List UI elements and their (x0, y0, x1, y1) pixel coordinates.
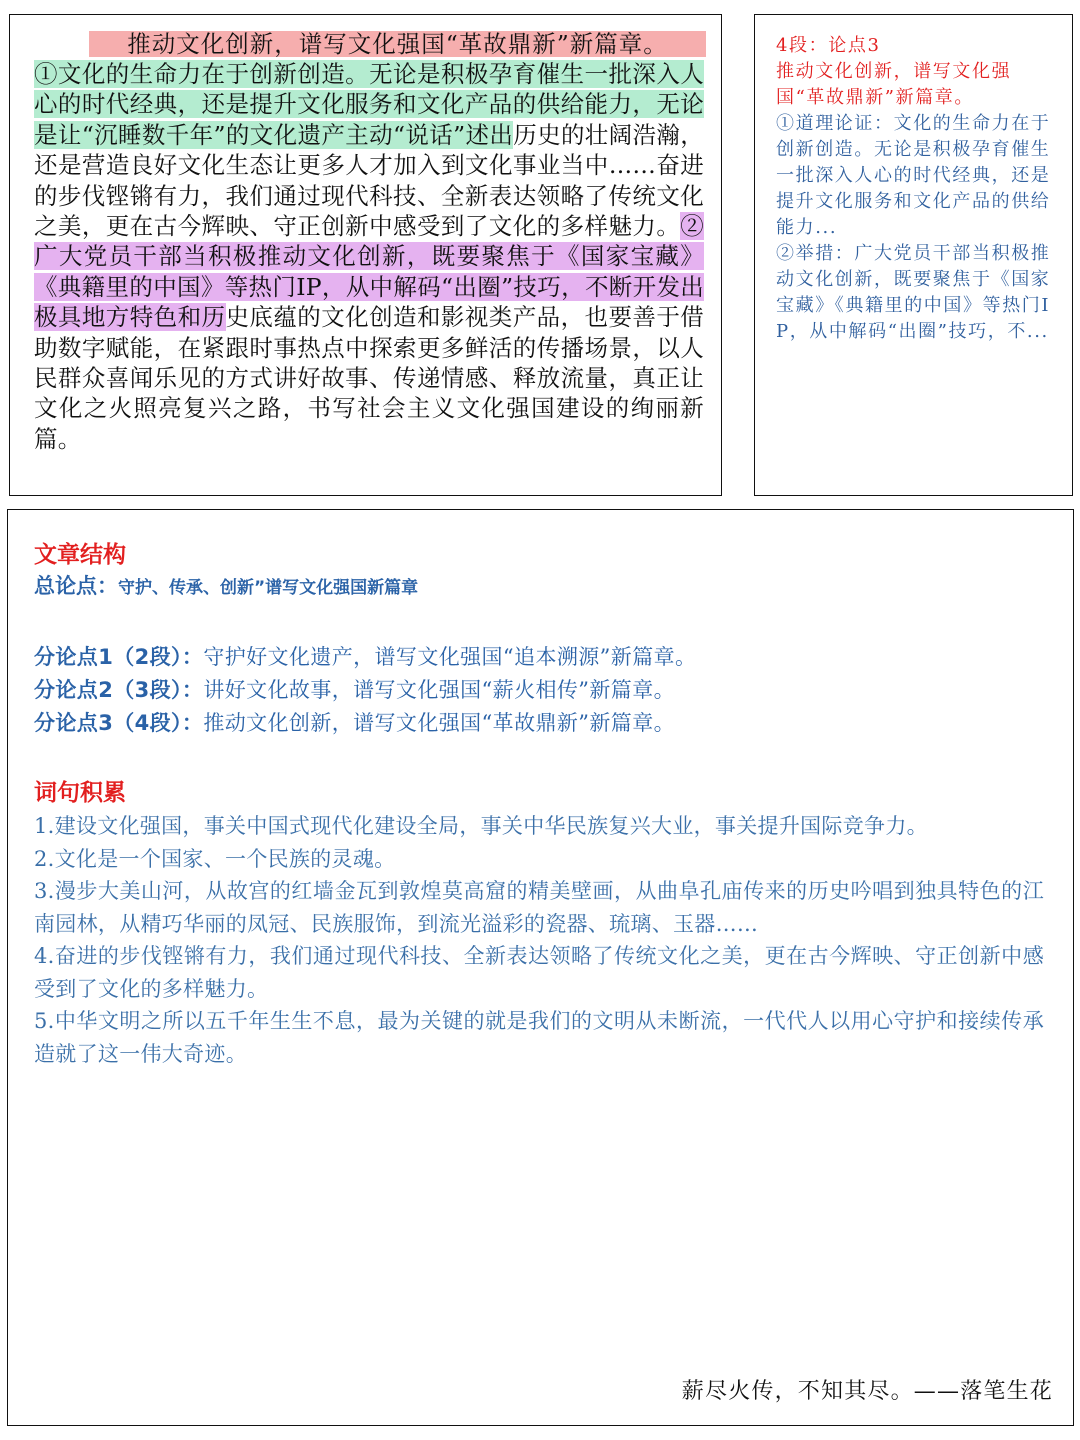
highlight-reasoning: ①文化的生命力在于创新创造。无论是积极孕育催生一批深入人心的时代经典，还是提升文化服务和文化产品的供给能力，无论是让“沉睡数千年”的文化遗产主动“说话”述出 (34, 60, 704, 149)
passage-text-plain: 历史的壮阔浩瀚，还是营造良好文化生态让更多人才加入到文化事业当中……奋进的步伐铿锵有力，我们通过现代科技、全新表达领略了传统文化之美，更在古今辉映、守正创新中感受到了文化的多样魅力。 (34, 120, 704, 241)
notes-measure: ②举措：广大党员干部当积极推动文化创新，既要聚焦于《国家宝藏》《典籍里的中国》等热门IP，从中解码“出圈”技巧，不... (776, 243, 1051, 342)
sub-point (34, 641, 1044, 674)
main-point-label: 总论点： (34, 574, 118, 598)
notes-reasoning: ①道理论证：文化的生命力在于创新创造。无论是积极孕育催生一批深入人心的时代经典，还是提升文化服务和文化产品的供给能力... (776, 113, 1051, 238)
passage-body (34, 59, 704, 454)
sub-point-text: 推动文化创新，谱写文化强国“革故鼎新”新篇章。 (203, 711, 675, 735)
notes-panel (754, 14, 1073, 496)
accumulation-item: 2.文化是一个国家、一个民族的灵魂。 (34, 846, 396, 871)
notes-claim: 推动文化创新，谱写文化强国“革故鼎新”新篇章。 (776, 61, 1012, 108)
accumulation-item: 5.中华文明之所以五千年生生不息，最为关键的就是我们的文明从未断流，一代代人以用心守护和接续传承造就了这一伟大奇迹。 (34, 1009, 1044, 1066)
sub-point-label: 分论点3（4段）： (34, 711, 204, 735)
structure-title: 文章结构 (34, 542, 126, 568)
notes-heading: 4段：论点3 (776, 35, 881, 56)
summary-panel (7, 509, 1074, 1426)
footer-quote: 薪尽火传，不知其尽。——落笔生花 (681, 1379, 1053, 1404)
summary-content (34, 538, 1044, 1070)
accumulation-item: 4.奋进的步伐铿锵有力，我们通过现代科技、全新表达领略了传统文化之美，更在古今辉映、守正创新中感受到了文化的多样魅力。 (34, 944, 1044, 1001)
accumulation-item: 3.漫步大美山河，从故宫的红墙金瓦到敦煌莫高窟的精美壁画，从曲阜孔庙传来的历史吟唱到独具特色的江南园林，从精巧华丽的凤冠、民族服饰，到流光溢彩的瓷器、琉璃、玉器…… (34, 879, 1044, 936)
accumulation-title: 词句积累 (34, 780, 126, 806)
accumulation-section (34, 776, 1044, 1070)
passage-panel (9, 14, 722, 496)
sub-point (34, 707, 1044, 740)
notes-content (776, 33, 1058, 345)
sub-point (34, 674, 1044, 707)
passage-title: 推动文化创新，谱写文化强国“革故鼎新”新篇章。 (89, 31, 706, 57)
sub-point-text: 守护好文化遗产，谱写文化强国“追本溯源”新篇章。 (203, 645, 697, 669)
sub-point-label: 分论点2（3段）： (34, 678, 204, 702)
highlight-measure: ②广大党员干部当积极推动文化创新，既要聚焦于《国家宝藏》《典籍里的中国》等热门IP，从中解码“出圈”技巧，不断开发出极具地方特色和历 (34, 212, 704, 332)
main-point-text: 守护、传承、创新”谱写文化强国新篇章 (118, 578, 419, 598)
sub-points-list (34, 641, 1044, 740)
sub-point-text: 讲好文化故事，谱写文化强国“薪火相传”新篇章。 (203, 678, 675, 702)
sub-point-label: 分论点1（2段）： (34, 645, 204, 669)
main-point (34, 572, 1044, 602)
accumulation-item: 1.建设文化强国，事关中国式现代化建设全局，事关中华民族复兴大业，事关提升国际竞争力。 (34, 814, 928, 838)
passage-text-plain-end: 史底蕴的文化创造和影视类产品，也要善于借助数字赋能，在紧跟时事热点中探索更多鲜活的传播场景，以人民群众喜闻乐见的方式讲好故事、传递情感、释放流量，真正让文化之火照亮复兴之路，书写社会主义文化强国建设的绚丽新篇。 (34, 303, 704, 453)
